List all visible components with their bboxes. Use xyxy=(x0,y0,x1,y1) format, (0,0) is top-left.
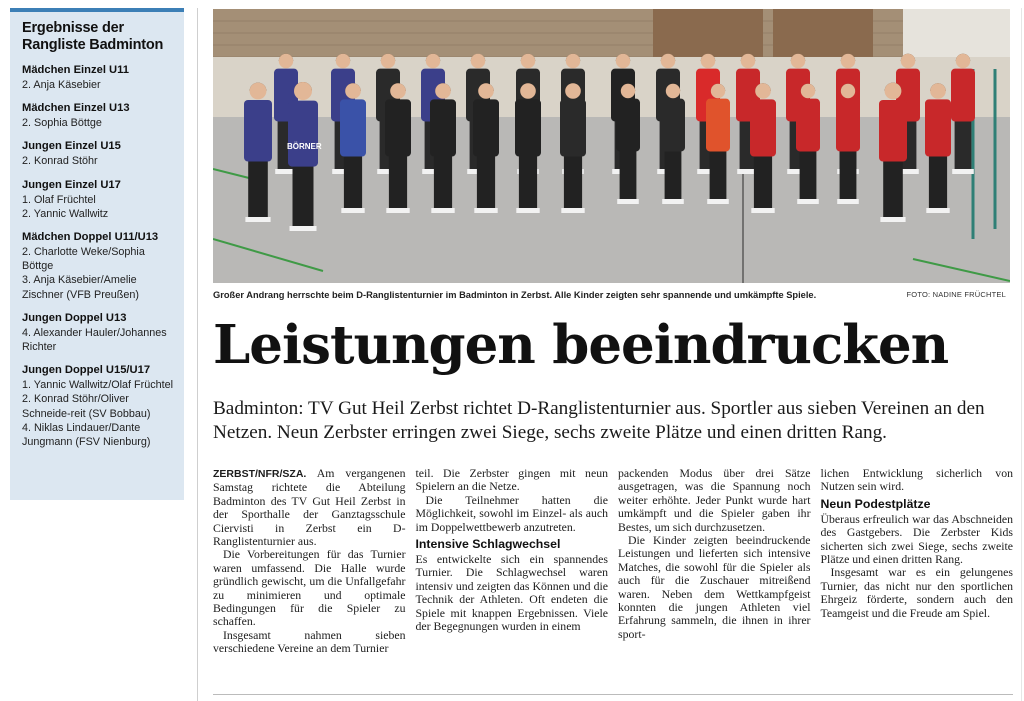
result-group xyxy=(22,178,174,221)
article-paragraph xyxy=(213,467,406,548)
column-divider xyxy=(197,8,198,701)
photo-caption: Großer Andrang herrschte beim D-Ranglistenturnier im Badminton in Zerbst. Alle Kinder zeigten sehr spannende und umkämpfte Spiele. xyxy=(213,290,817,300)
article-column-3 xyxy=(618,467,811,677)
player-figure xyxy=(925,83,951,213)
player-figure xyxy=(560,83,586,213)
page-edge-divider xyxy=(1021,8,1022,701)
result-entry: 4. Niklas Lindauer/Dante Jungmann (FSV Nienburg) xyxy=(22,421,151,449)
result-group xyxy=(22,63,174,92)
result-group-title: Mädchen Doppel U11/U13 xyxy=(22,231,159,244)
result-group xyxy=(22,139,174,168)
article-subhead: Badminton: TV Gut Heil Zerbst richtet D-Ranglistenturnier aus. Sportler aus sieben Vereinen an den Netzen. Neun Zerbster erringen zwei Siege, sechs zweite Plätze und einen dritten Rang. xyxy=(213,398,985,443)
article-column-2 xyxy=(416,467,609,677)
bottom-rule xyxy=(213,694,1013,695)
player-figure xyxy=(879,83,907,222)
result-group xyxy=(22,363,174,449)
article-paragraph: Die Vorbereitungen für das Turnier waren umfassend. Die Halle wurde gründlich gewischt, um die Unfallgefahr zu minimieren und optimale Bedingungen für die Spieler zu schaffen. xyxy=(213,547,406,629)
player-figure xyxy=(288,82,318,231)
player-figure xyxy=(750,83,776,213)
result-entry: 2. Konrad Stöhr xyxy=(22,155,98,168)
group-photo xyxy=(213,9,1010,283)
article-paragraph: packenden Modus über drei Sätze ausgetragen, was die Spannung noch weiter erhöhte. Jeder Punkt wurde hart umkämpft und die Spieler gaben ihr Bestes, um sich durchzusetzen. xyxy=(618,466,811,534)
dateline: ZERBST/NFR/SZA. xyxy=(213,468,307,480)
shirt-print: BÖRNER xyxy=(287,142,322,151)
result-group xyxy=(22,230,174,302)
result-group-title: Jungen Einzel U15 xyxy=(22,140,121,153)
article-body xyxy=(213,467,1013,677)
subheading-neun-podestplaetze: Neun Podestplätze xyxy=(820,496,931,511)
result-entry: 2. Charlotte Weke/Sophia Böttge xyxy=(22,246,145,273)
result-entry: 2. Yannic Wallwitz xyxy=(22,207,109,220)
article-paragraph: lichen Entwicklung sicherlich von Nutzen sein wird. xyxy=(820,466,1013,494)
group-photo-illustration xyxy=(213,9,1010,283)
article-paragraph: Die Kinder zeigten beeindruckende Leistungen und lieferten sich intensive Matches, die sowohl für die Spieler als auch für die Zuschauer mitreißend waren. Neben dem Wettkampfgeist konnten die jungen Athleten viel Erfahrung sammeln, die ihnen in ihrer sport- xyxy=(618,533,811,641)
result-group xyxy=(22,311,174,354)
article-paragraph: teil. Die Zerbster gingen mit neun Spielern an die Netze. xyxy=(415,466,608,494)
player-figure xyxy=(473,83,499,213)
paragraph-text: Am vergangenen Samstag richtete die Abteilung Badminton des TV Gut Heil Zerbst in der Sporthalle der Ganztagsschule Ciervisti in Zerbst ein D-Ranglistenturnier aus. xyxy=(213,466,406,549)
article-paragraph: Die Teilnehmer hatten die Möglichkeit, sowohl im Einzel- als auch im Doppelwettbewerb anzutreten. xyxy=(415,492,608,534)
article-paragraph: Überaus erfreulich war das Abschneiden des Gastgebers. Die Zerbster Kids sicherten sich zwei Siege, sechs zweite Plätze und einen dritten Rang. xyxy=(820,511,1013,567)
result-entry: 1. Yannic Wallwitz/Olaf Früchtel xyxy=(22,379,174,392)
article-column-1 xyxy=(213,467,406,677)
article-paragraph: Es entwickelte sich ein spannendes Turnier. Die Schlagwechsel waren intensiv und zeigten das Können und die Technik der Athleten. Oft endeten die Spiele mit knappen Ergebnissen. Viele der Begegnungen wurden in einem xyxy=(415,552,608,634)
result-entry: 4. Alexander Hauler/Johannes Richter xyxy=(22,326,167,354)
result-group-title: Jungen Doppel U13 xyxy=(22,311,127,324)
article-column-4 xyxy=(821,467,1014,677)
result-group-title: Jungen Doppel U15/U17 xyxy=(22,364,151,377)
results-title: Ergebnisse der Rangliste Badminton xyxy=(22,20,164,53)
result-entry: 2. Konrad Stöhr/Oliver Schneide-reit (SV Bobbau) xyxy=(22,393,151,420)
subheading-intensive-schlagwechsel: Intensive Schlagwechsel xyxy=(415,537,561,552)
result-entry: 1. Olaf Früchtel xyxy=(22,193,96,206)
results-box xyxy=(10,8,184,500)
result-entry: 3. Anja Käsebier/Amelie Zischner (VFB Preußen) xyxy=(22,274,139,301)
result-group xyxy=(22,101,174,130)
result-group-title: Jungen Einzel U17 xyxy=(22,178,121,191)
result-entry: 2. Anja Käsebier xyxy=(22,79,101,91)
article-paragraph: Insgesamt war es ein gelungenes Turnier, das nicht nur den sportlichen Ehrgeiz förderte, sondern auch den Teamgeist und die Freude am Spiel. xyxy=(820,565,1013,620)
article-paragraph: Insgesamt nahmen sieben verschiedene Vereine an dem Turnier xyxy=(213,627,406,656)
photo-credit: FOTO: NADINE FRÜCHTEL xyxy=(906,290,1006,299)
article-headline: Leistungen beeindrucken xyxy=(213,314,949,376)
result-group-title: Mädchen Einzel U11 xyxy=(22,64,129,76)
result-group-title: Mädchen Einzel U13 xyxy=(22,102,130,115)
player-figure xyxy=(515,83,541,213)
photo-caption-row xyxy=(213,289,1010,301)
result-entry: 2. Sophia Böttge xyxy=(22,117,102,130)
